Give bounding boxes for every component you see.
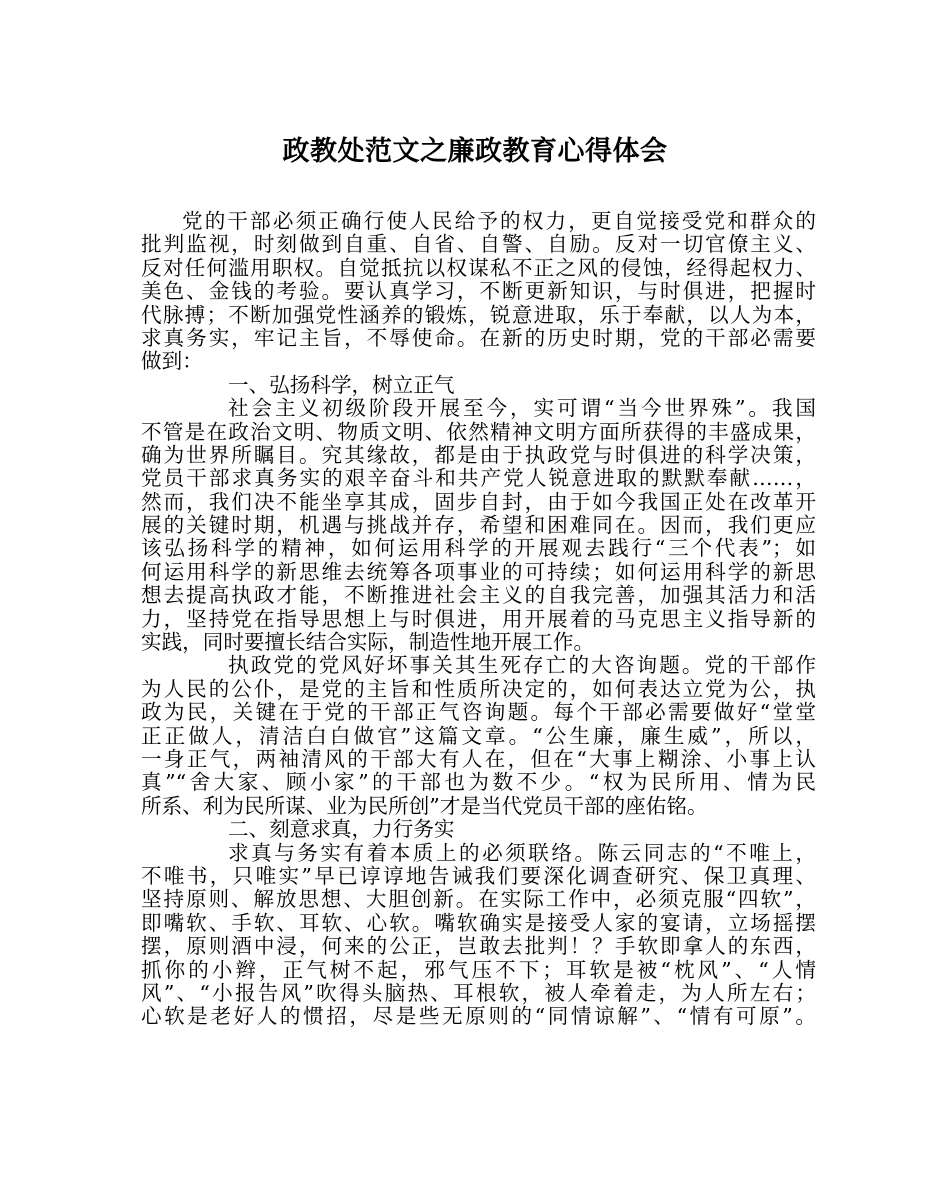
text-line: 政为民，关键在于党的干部正气咨询题。每个干部必需要做好“堂堂 bbox=[141, 701, 816, 725]
document-body bbox=[141, 210, 816, 1029]
section-heading: 一、弘扬科学，树立正气 bbox=[228, 373, 455, 397]
text-line: 实践，同时要擅长结合实际，制造性地开展工作。 bbox=[141, 631, 595, 655]
text-line: 展的关键时期，机遇与挑战并存，希望和困难同在。因而，我们更应 bbox=[141, 514, 816, 538]
text-line: 真”“舍大家、顾小家”的干部也为数不少。“权为民所用、情为民 bbox=[141, 771, 816, 795]
text-line: 党员干部求真务实的艰辛奋斗和共产党人锐意进取的默默奉献……， bbox=[141, 467, 816, 491]
text-line: 反对任何滥用职权。自觉抵抗以权谋私不正之风的侵蚀，经得起权力、 bbox=[141, 256, 816, 280]
text-line: 不管是在政治文明、物质文明、依然精神文明方面所获得的丰盛成果， bbox=[141, 420, 816, 444]
text-line: 心软是老好人的惯招，尽是些无原则的“同情谅解”、“情有可原”。 bbox=[141, 1005, 816, 1029]
text-line: 坚持原则、解放思想、大胆创新。在实际工作中，必须克服“四软”， bbox=[141, 888, 816, 912]
text-line: 然而，我们决不能坐享其成，固步自封，由于如今我国正处在改革开 bbox=[141, 490, 816, 514]
text-line: 社会主义初级阶段开展至今，实可谓“当今世界殊”。我国 bbox=[228, 397, 816, 421]
text-line: 力，坚持党在指导思想上与时俱进，用开展着的马克思主义指导新的 bbox=[141, 607, 816, 631]
section-heading: 二、刻意求真，力行务实 bbox=[228, 818, 455, 842]
text-line: 一身正气，两袖清风的干部大有人在，但在“大事上糊涂、小事上认 bbox=[141, 747, 816, 771]
text-line: 求真务实，牢记主旨，不辱使命。在新的历史时期，党的干部必需要 bbox=[141, 326, 816, 350]
text-line: 不唯书，只唯实”早已谆谆地告诫我们要深化调查研究、保卫真理、 bbox=[141, 864, 816, 888]
text-line: 摆，原则酒中浸，何来的公正，岂敢去批判！？手软即拿人的东西， bbox=[141, 935, 816, 959]
text-line: 求真与务实有着本质上的必须联络。陈云同志的“不唯上， bbox=[228, 841, 816, 865]
text-line: 风”、“小报告风”吹得头脑热、耳根软，被人牵着走，为人所左右； bbox=[141, 981, 816, 1005]
text-line: 所系、利为民所谋、业为民所创”才是当代党员干部的座佑铭。 bbox=[141, 794, 708, 818]
document-title: 政教处范文之廉政教育心得体会 bbox=[282, 136, 668, 167]
text-line: 代脉搏；不断加强党性涵养的锻炼，锐意进取，乐于奉献，以人为本， bbox=[141, 303, 816, 327]
text-line: 为人民的公仆，是党的主旨和性质所决定的，如何表达立党为公，执 bbox=[141, 677, 816, 701]
text-line: 党的干部必须正确行使人民给予的权力，更自觉接受党和群众的 bbox=[182, 210, 816, 233]
text-line: 该弘扬科学的精神，如何运用科学的开展观去践行“三个代表”；如 bbox=[141, 537, 816, 561]
text-line: 执政党的党风好坏事关其生死存亡的大咨询题。党的干部作 bbox=[228, 654, 816, 678]
text-line: 何运用科学的新思维去统筹各项事业的可持续；如何运用科学的新思 bbox=[141, 560, 816, 584]
text-line: 做到： bbox=[141, 350, 203, 374]
text-line: 美色、金钱的考验。要认真学习，不断更新知识，与时俱进，把握时 bbox=[141, 280, 816, 304]
text-line: 批判监视，时刻做到自重、自省、自警、自励。反对一切官僚主义、 bbox=[141, 233, 816, 257]
text-line: 确为世界所瞩目。究其缘故，都是由于执政党与时俱进的科学决策， bbox=[141, 443, 816, 467]
text-line: 正正做人，清洁白白做官”这篇文章。“公生廉，廉生威”，所以， bbox=[141, 724, 816, 748]
text-line: 想去提高执政才能，不断推进社会主义的自我完善，加强其活力和活 bbox=[141, 584, 816, 608]
text-line: 即嘴软、手软、耳软、心软。嘴软确实是接受人家的宴请，立场摇摆 bbox=[141, 911, 816, 935]
text-line: 抓你的小辫，正气树不起，邪气压不下；耳软是被“枕风”、“人情 bbox=[141, 958, 816, 982]
